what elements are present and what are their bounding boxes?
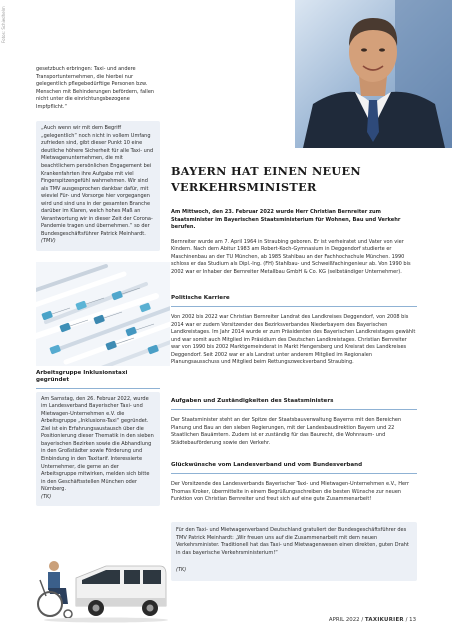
ag-section: [36, 370, 160, 506]
ag-box: [36, 392, 160, 507]
cannula-illustration: [36, 262, 170, 366]
career-divider: [171, 306, 417, 307]
career-paragraph: Von 2002 bis 2022 war Christian Bernreiter Landrat des Landkreises Deggendorf, von 2008 bis 2014 war er zudem Vorsitzender des Bezirksverbandes Niederbayern des Bayerischen Landkreistages. Im Jahr 2014 wurde er zum Präsidenten des Bayerischen Landkreistages gewählt und war somit auch Mitglied im Präsidium des Deutschen Landkreistages. Christian Bernreiter war von 1990 bis 2002 Marktgemeinderat in Markt Hengersberg und Kreisrat des Landkreises Deggendorf. Seit 2002 war er als Landrat unter anderem Mitglied im Regionalen Planungsausschuss und Mitglied beim Rettungszweckverband Straubing.: [171, 314, 416, 366]
federal-signature: (TK): [176, 567, 187, 574]
article-header: [171, 163, 417, 195]
wheelchair-van-icon: [36, 554, 170, 624]
wishes-heading: Glückwünsche vom Landesverband und vom Bundesverband: [171, 462, 363, 468]
federal-paragraph: Für den Taxi- und Mietwagenverband Deutschland gratuliert der Bundesgeschäftsführer des TMV Patrick Meinhardt: „Wir freuen uns auf die Zusammenarbeit mit dem neuen Verkehrsminister. Traditionell hat das Taxi- und Mietwagenwesen einen direkten, guten Draht in das bayerische Verkehrsministerium!“: [176, 527, 409, 556]
bio-paragraph: Bernreiter wurde am 7. April 1964 in Straubing geboren. Er ist verheiratet und Vater von vier Kindern. Nach dem Abitur 1983 am Robert-Koch-Gymnasium in Deggendorf studierte er Maschinenbau an der TU München, ab 1985 Stahlbau an der Fachhochschule München. 1990 schloss er das Studium als Dipl.-Ing. (FH) Stahlbau- und Schweißfachingenieur ab. Von 1990 bis 2002 war er Inhaber der Bernreiter Metallbau GmbH & Co. KG (selbständiger Unternehmer).: [171, 238, 411, 275]
tasks-section: [171, 398, 417, 447]
ag-signature: (TK): [41, 493, 52, 500]
portrait-illustration: [295, 0, 452, 148]
wishes-section: [171, 462, 417, 504]
lead-paragraph: Am Mittwoch, den 23. Februar 2022 wurde Herr Christian Bernreiter zum Staatsminister im Bayerischen Staatsministerium für Wohnen, Bau und Verkehr berufen.: [171, 209, 401, 230]
left-column: [36, 66, 160, 251]
wishes-paragraph: Der Vorsitzende des Landesverbands Bayerischer Taxi- und Mietwagen-Unternehmen e.V., Herr Thomas Kroker, übermittelte in einem Begrüßungsschreiben die besten Wünsche zur neuen Funktion von Christian Bernreiter und freut sich auf eine gute Zusammenarbeit!: [171, 481, 410, 503]
quote-paragraph: [41, 125, 155, 246]
career-section: [171, 295, 417, 367]
wishes-divider: [171, 473, 417, 474]
headline: BAYERN HAT EINEN NEUEN VERKEHRSMINISTER: [171, 164, 361, 194]
ag-paragraph: [41, 396, 155, 502]
cannula-photo: [36, 262, 170, 366]
ag-heading: Arbeitsgruppe Inklusionstaxi gegründet: [36, 370, 128, 384]
tasks-paragraph: Der Staatsminister steht an der Spitze der Staatsbauverwaltung Bayerns mit den Bereichen Planung und Bau an den sieben Regierungen, mit der Landesbaudirektion Bayern und 22 Staatlichen Bauämtern. Zudem ist er zuständig für das Baurecht, die Wohnraum- und Städtebauförderung sowie den Verkehr.: [171, 417, 402, 446]
footer-issue: APRIL 2022 /: [328, 617, 365, 623]
ag-divider: [36, 388, 160, 389]
federal-box: [171, 522, 417, 581]
photo-credit: Fotos: Schiedhelm: [1, 6, 6, 43]
portrait-photo: [295, 0, 452, 148]
intro-paragraph: gesetzbuch erbringen: Taxi- und andere Transportunternehmen, die hierbei nur gelegentlich pflegebedürftige Personen bzw. Menschen mit Behinderungen befördern, fallen nicht unter die einrichtungsbezogene Impfpflicht.“: [36, 66, 155, 110]
van-illustration: [36, 554, 170, 624]
tasks-heading: Aufgaben und Zuständigkeiten des Staatsministers: [171, 398, 334, 404]
federal-box-wrap: [171, 522, 417, 581]
career-heading: Politische Karriere: [171, 295, 230, 301]
footer-page: / 13: [403, 617, 416, 623]
quote-box: [36, 121, 160, 251]
quote-signature: (TMV): [41, 238, 56, 245]
tasks-divider: [171, 409, 417, 410]
article-body: [171, 209, 417, 276]
footer-magazine: TAXIKURIER: [364, 617, 404, 623]
ag-text: Am Samstag, den 26. Februar 2022, wurde im Landesverband Bayerischer Taxi- und Mietwagen-Unternehmen e.V. die Arbeitsgruppe „Inklusions-Taxi“ gegründet. Ziel ist ein Erfahrungsaustausch über die Positionierung dieser Thematik in den sieben bayerischen Bezirken sowie die Abhandlung in den Großstädter sowie Förderung und Einbindung in den Taxitarif. Interessierte Unternehmer, die gerne an der Arbeitsgruppe mitwirken, melden sich bitte in den Geschäftsstellen München oder Nürnberg.: [41, 395, 154, 493]
federal-signature-line: [176, 567, 412, 575]
quote-text: „Auch wenn wir mit dem Begriff „gelegentlich“ noch nicht in vollem Umfang zufrieden sind, gibt dieser Punkt 10 eine deutliche höhere Sicherheit für alle Taxi- und Mietwagenunternehmen, die mit beachtlichem persönlichen Engagement bei Krankenfahrten ihre Aufgabe mit viel Fingerspitzengefühl wahrnehmen. Wir sind als TMV ausgesprochen dankbar dafür, mit wieviel Für- und Vorsorge hier vorgegangen wird und sind uns in der gesamten Branche darüber im Klaren, welch hohes Maß an Verantwortung wir in dieser Zeit der Corona-Pandemie tragen und übernehmen.“ so der Bundesgeschäftsführer Patrick Meinhardt.: [41, 125, 154, 237]
page-footer: [329, 617, 416, 623]
